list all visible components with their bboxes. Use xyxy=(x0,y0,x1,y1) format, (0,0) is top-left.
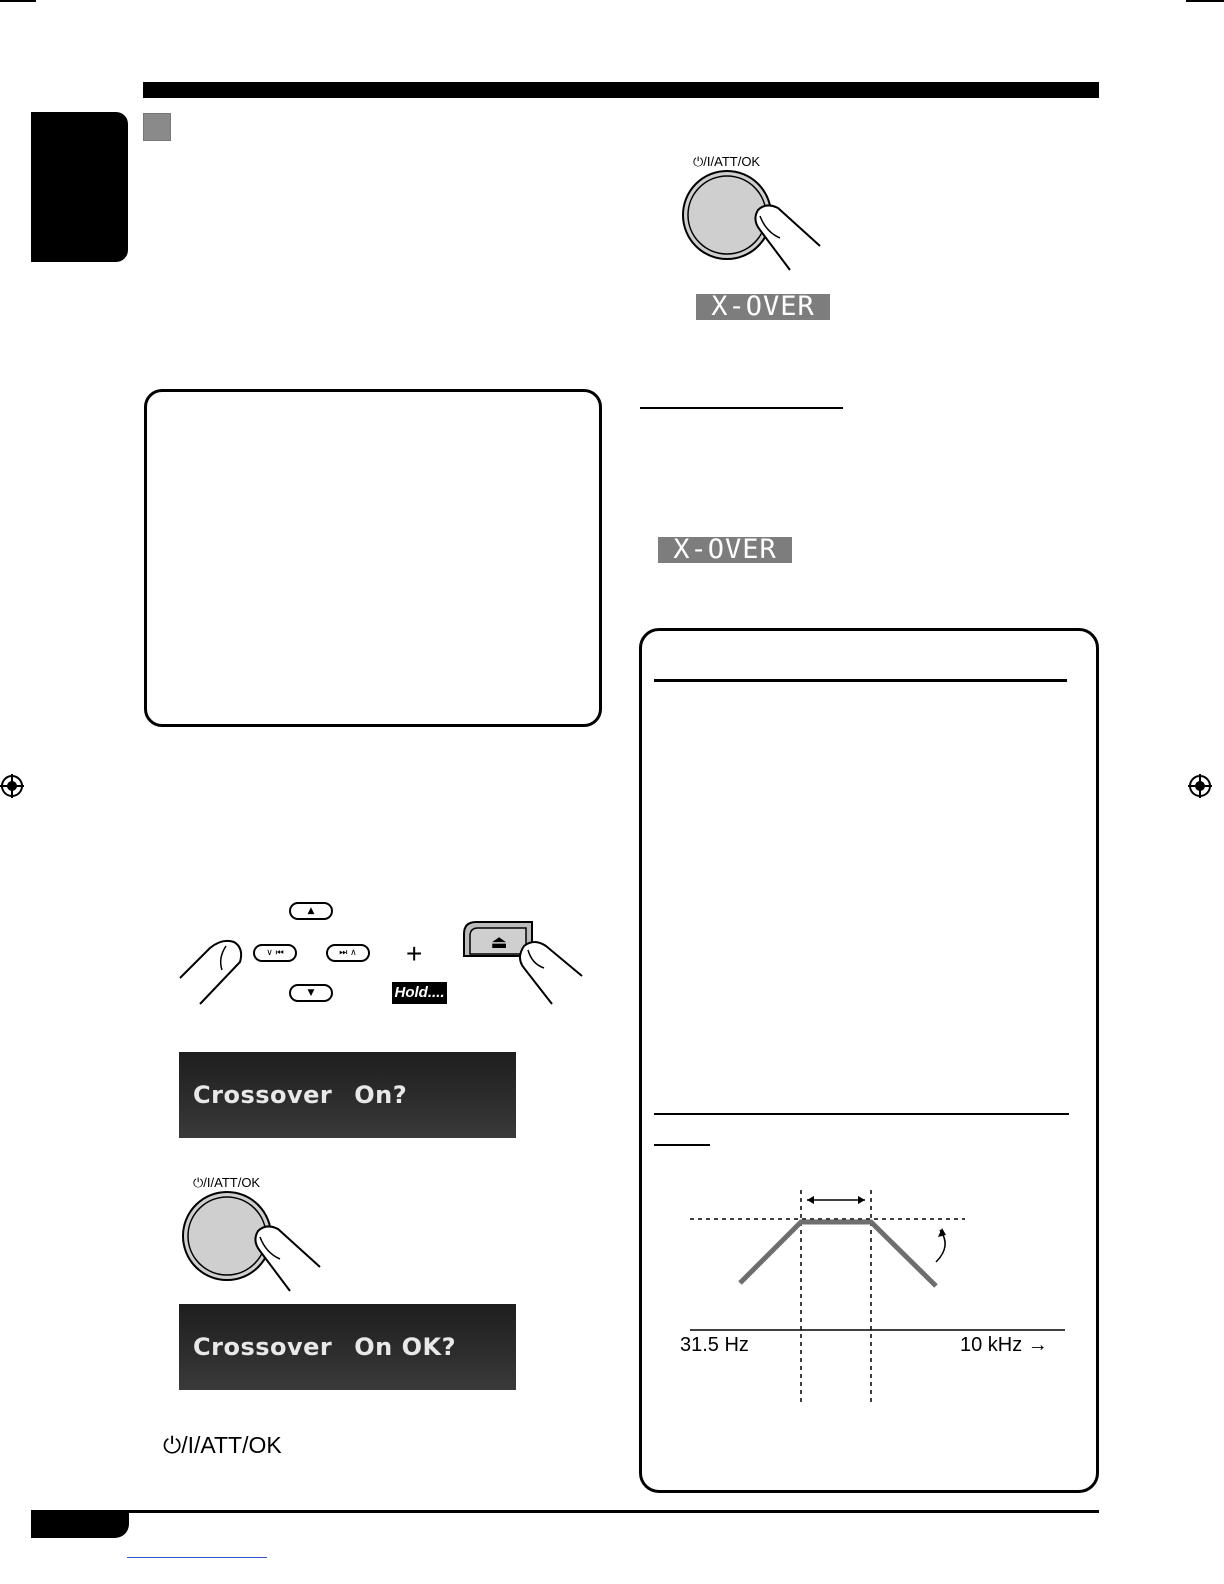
header-bar xyxy=(143,82,1099,98)
eject-button[interactable] xyxy=(462,920,584,1006)
knob-label: ⏻/I/ATT/OK xyxy=(693,154,761,169)
crossover-value: On? xyxy=(354,1081,408,1109)
info-box-title-rule xyxy=(654,679,1067,682)
note-box xyxy=(144,389,602,727)
footer-link-underline xyxy=(127,1557,267,1558)
crossover-label: Crossover xyxy=(193,1333,333,1361)
att-ok-reference: ⏻/I/ATT/OK xyxy=(163,1432,282,1458)
crossover-value: On OK? xyxy=(354,1333,457,1361)
section-underline xyxy=(640,407,843,409)
high-frequency-label: 10 kHz → xyxy=(960,1334,1048,1356)
prev-button[interactable]: ∨ ⏮ xyxy=(253,944,297,962)
plus-sign: + xyxy=(406,938,423,969)
att-ok-knob[interactable] xyxy=(680,168,830,278)
response-curve xyxy=(740,1222,936,1286)
footer-rule xyxy=(31,1510,1099,1513)
page-number-tab xyxy=(31,1512,129,1538)
xover-display: X-OVER xyxy=(658,537,792,563)
up-button[interactable]: ▲ xyxy=(289,902,333,920)
finger-icon xyxy=(755,205,820,270)
xover-display: X-OVER xyxy=(696,294,830,320)
finger-icon xyxy=(255,1226,320,1291)
left-finger-icon xyxy=(178,934,258,1006)
att-ok-knob[interactable] xyxy=(180,1189,330,1299)
section-marker-icon xyxy=(143,113,171,141)
crossover-graph xyxy=(660,1180,1080,1410)
crossover-label: Crossover xyxy=(193,1081,333,1109)
info-box-divider xyxy=(654,1113,1069,1115)
finger-icon xyxy=(520,942,582,1004)
side-tab xyxy=(31,112,128,262)
crossover-confirm-display xyxy=(179,1304,516,1390)
knob-label: ⏻/I/ATT/OK xyxy=(193,1175,261,1190)
down-button[interactable]: ▼ xyxy=(289,984,333,1002)
registration-mark-icon xyxy=(1186,772,1214,800)
hold-label: Hold.... xyxy=(392,982,447,1004)
low-frequency-label: 31.5 Hz xyxy=(680,1334,749,1356)
crossover-display xyxy=(179,1052,516,1138)
crop-mark xyxy=(1186,0,1224,2)
next-button[interactable]: ⏭ ∧ xyxy=(326,944,370,962)
crop-mark xyxy=(0,0,36,2)
registration-mark-icon xyxy=(0,772,26,800)
info-box-sub-underline xyxy=(654,1144,710,1146)
eject-icon: ⏏ xyxy=(490,932,508,953)
